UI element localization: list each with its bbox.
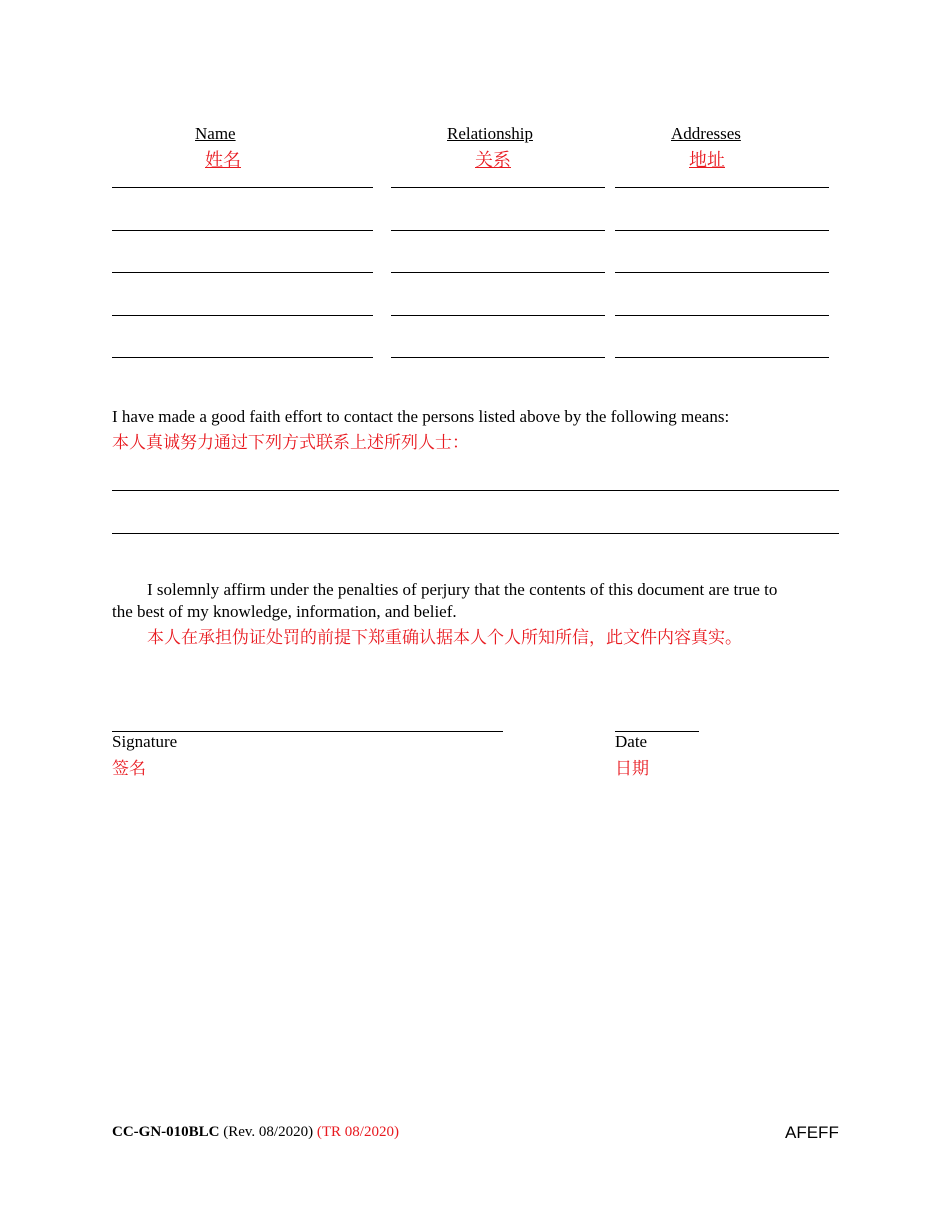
address-field-5[interactable] <box>615 357 829 358</box>
revision-date: (Rev. 08/2020) <box>223 1124 314 1140</box>
relationship-field-3[interactable] <box>391 272 605 273</box>
header-relationship-zh: 关系 <box>475 150 511 171</box>
name-field-2[interactable] <box>112 230 373 231</box>
contact-means-field-1[interactable] <box>112 490 839 491</box>
address-field-4[interactable] <box>615 315 829 316</box>
form-footer <box>112 1124 399 1141</box>
contact-statement: I have made a good faith effort to contact the persons listed above by the following means: <box>112 407 730 426</box>
date-label-zh: 日期 <box>615 759 649 779</box>
address-field-3[interactable] <box>615 272 829 273</box>
contact-means-field-2[interactable] <box>112 533 839 534</box>
header-relationship: Relationship <box>447 124 533 143</box>
name-field-4[interactable] <box>112 315 373 316</box>
relationship-field-1[interactable] <box>391 187 605 188</box>
name-field-1[interactable] <box>112 187 373 188</box>
affirmation-line-2: the best of my knowledge, information, and belief. <box>112 602 457 621</box>
relationship-field-2[interactable] <box>391 230 605 231</box>
affirmation-line-1: I solemnly affirm under the penalties of perjury that the contents of this document are true to <box>147 580 778 599</box>
signature-label-zh: 签名 <box>112 759 146 779</box>
affirmation-zh: 本人在承担伪证处罚的前提下郑重确认据本人个人所知所信，此文件内容真实。 <box>147 628 742 648</box>
translation-date: (TR 08/2020) <box>316 1124 399 1140</box>
header-addresses: Addresses <box>671 124 741 143</box>
relationship-field-4[interactable] <box>391 315 605 316</box>
header-addresses-zh: 地址 <box>689 150 725 171</box>
address-field-1[interactable] <box>615 187 829 188</box>
contact-statement-zh: 本人真诚努力通过下列方式联系上述所列人士： <box>112 433 469 453</box>
form-tag: AFEFF <box>785 1123 839 1142</box>
name-field-5[interactable] <box>112 357 373 358</box>
address-field-2[interactable] <box>615 230 829 231</box>
header-name: Name <box>195 124 236 143</box>
header-name-zh: 姓名 <box>205 150 241 171</box>
name-field-3[interactable] <box>112 272 373 273</box>
date-label: Date <box>615 732 648 751</box>
relationship-field-5[interactable] <box>391 357 605 358</box>
signature-label: Signature <box>112 732 178 751</box>
form-code: CC-GN-010BLC <box>112 1124 220 1140</box>
